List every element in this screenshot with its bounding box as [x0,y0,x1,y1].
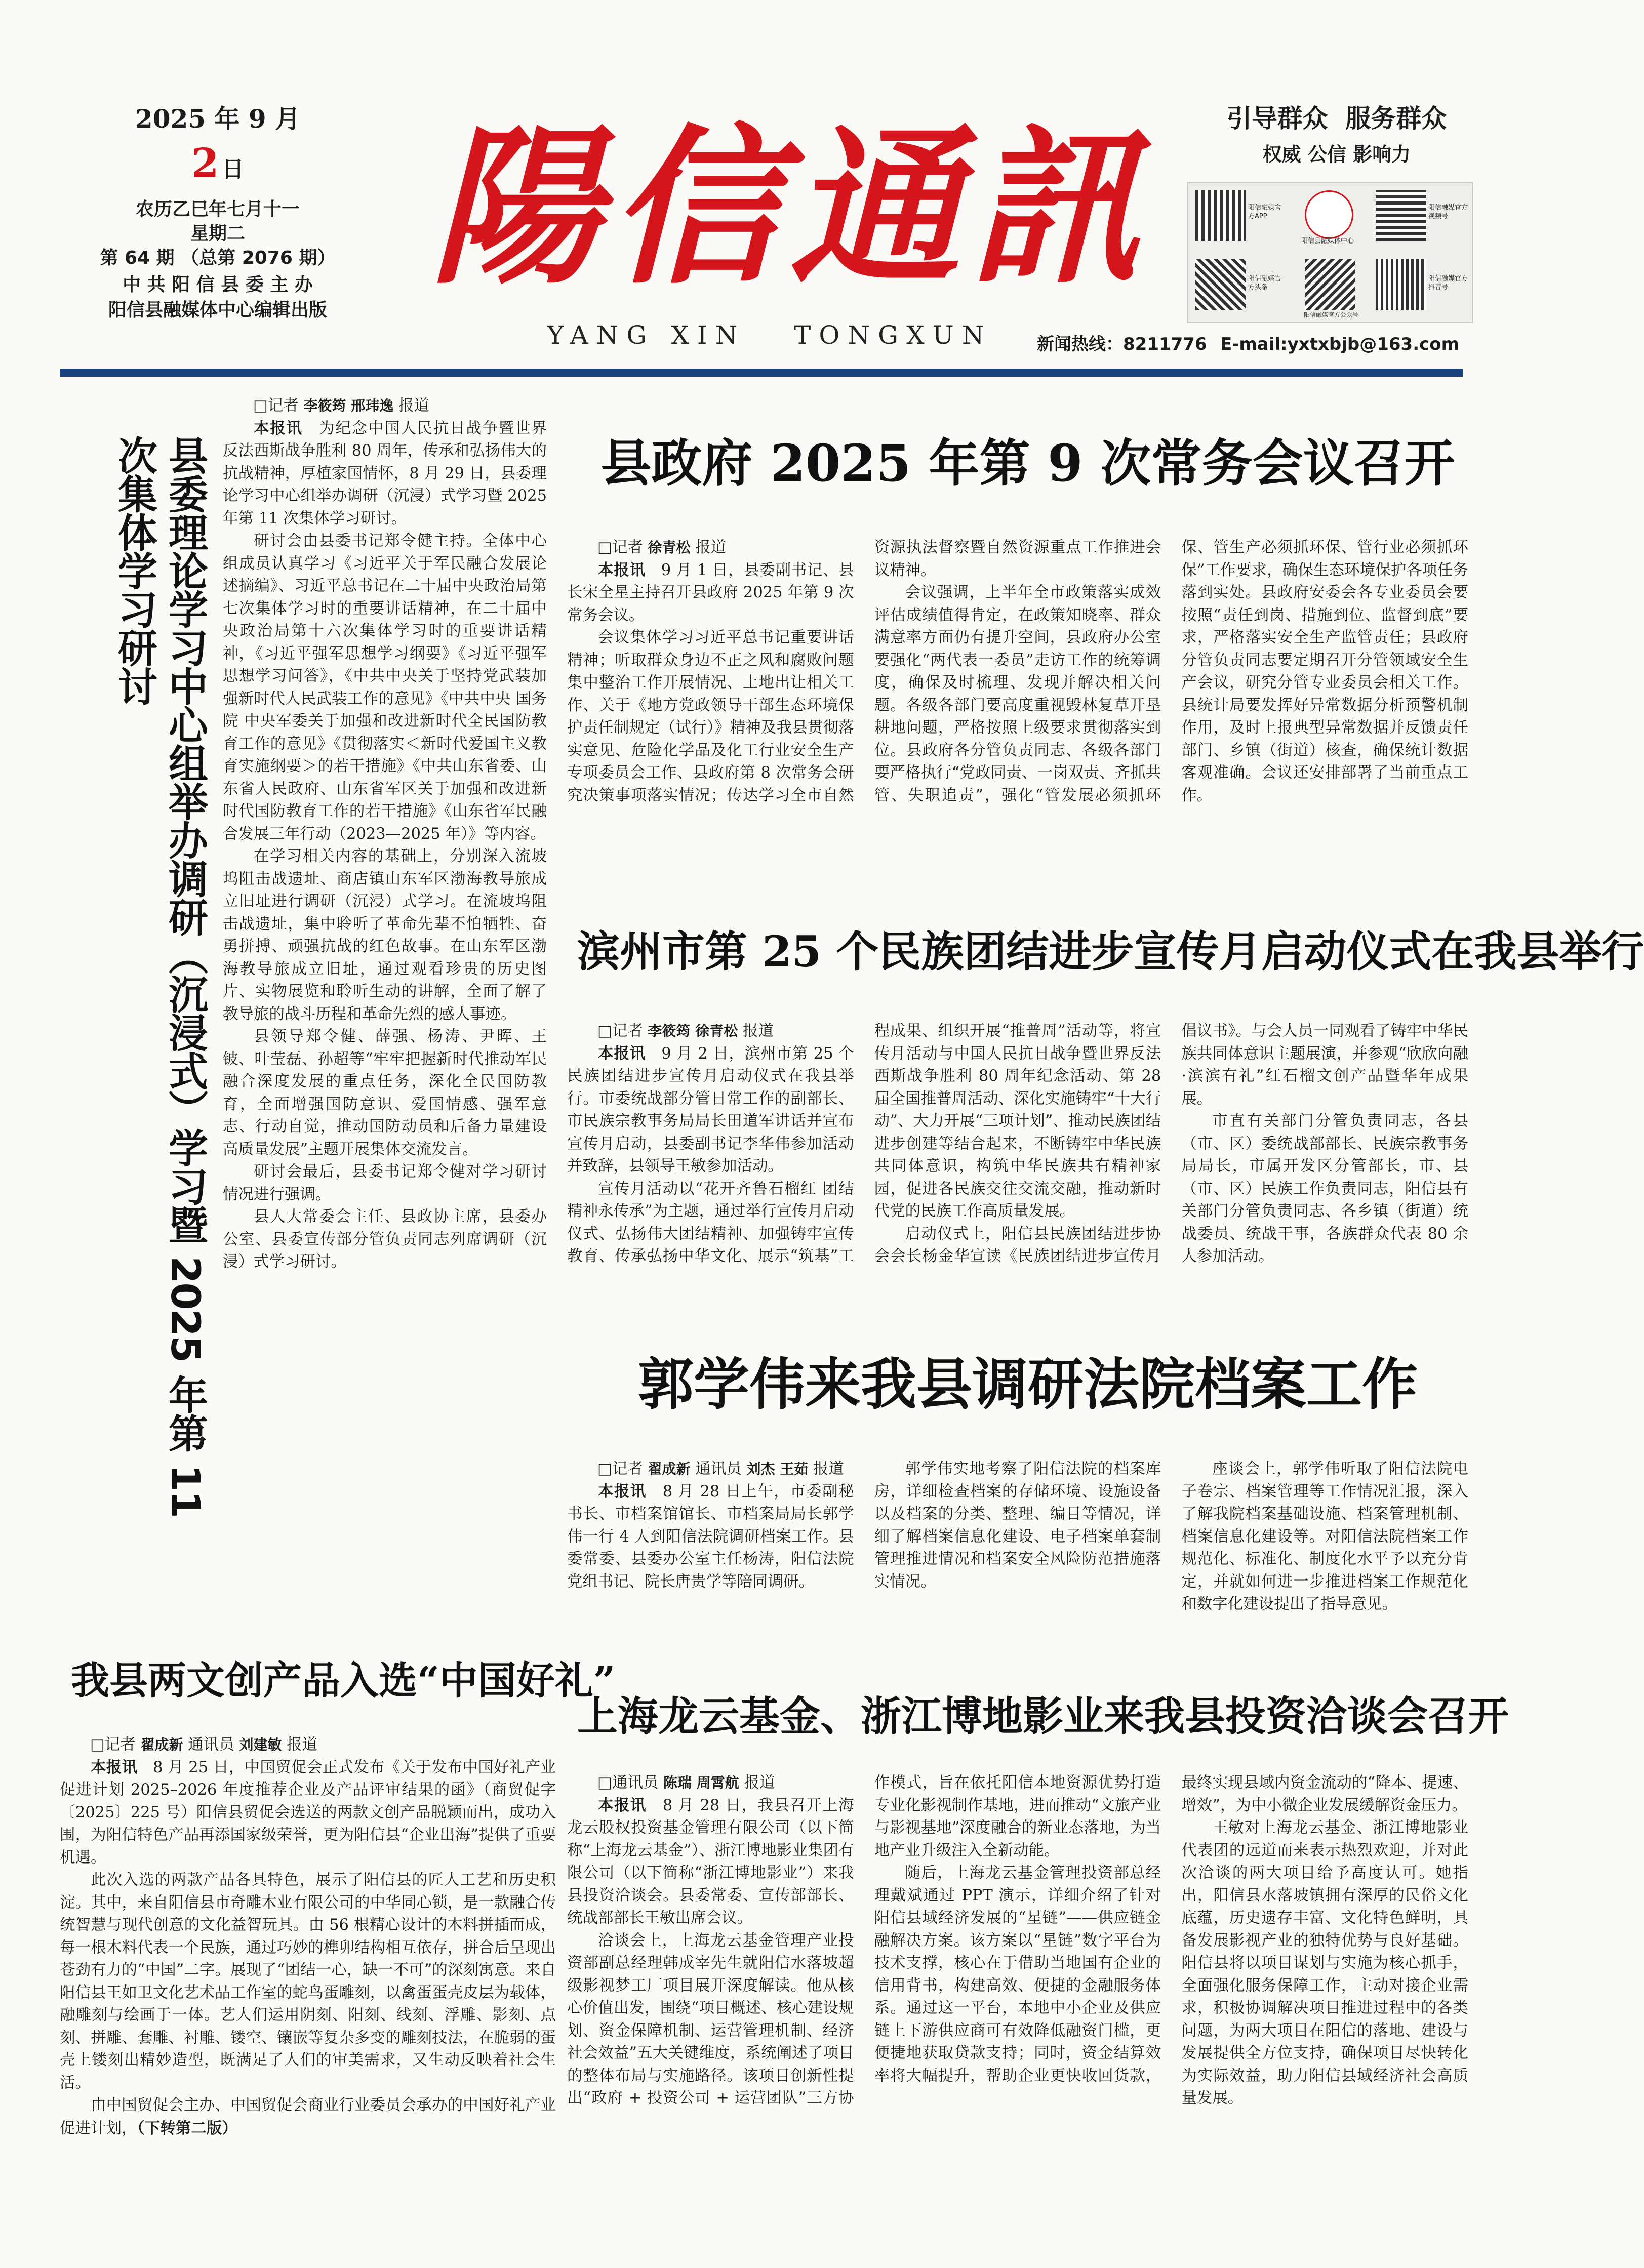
article-6-headline: 上海龙云基金、浙江博地影业来我县投资洽谈会召开 [577,1692,1509,1740]
article-3-para: 本报讯 9 月 2 日，滨州市第 25 个民族团结进步宣传月启动仪式在我县举行。市委统战部分管日常工作的副部长、市民族宗教事务局局长田道军讲话并宣布宣传月启动，县委副书记李华伟参加活动并致辞，县领导王敏参加活动。 [567,1044,854,1175]
article-4-para: 座谈会上，郭学伟听取了阳信法院电子卷宗、档案管理等工作情况汇报，深入了解我院档案基础设施、档案管理机制、档案信息化建设等。对阳信法院档案工作规范化、标准化、制度化水平予以充分肯定，并就如何进一步推进档案工作规范化和数字化建设提出了指导意见。 [1181,1460,1468,1613]
article-6-byline: □通讯员 陈瑞 周霄航 报道 [597,1774,775,1792]
qr-code-douyin[interactable] [1376,259,1426,310]
newspaper-title: 陽信通訊 [430,108,1149,307]
masthead-date-block [76,104,359,323]
article-2-para: 会议集体学习习近平总书记重要讲话精神；听取群众身边不正之风和腐败问题集中整治工作开展情况、土地出让相关工作、关于《地方党政领导干部生态环境保护责任制规定（试行）》精神及我县贯彻落实意见、危险化学品及化工行业安全生产专项委员会工作、县政府第 8 次常务会研究决策事项落实情况；传达学习全市自然资源执法督察暨自然资源重点工作推进会议精神。 [567,539,1161,804]
article-2-para: 会议强调，上半年全市政策落实成效评估成绩值得肯定，在政策知晓率、群众满意率方面仍有提升空间，县政府办公室要强化“两代表一委员”走访工作的统筹调度，确保及时梳理、发现并解决相关问题。各级各部门要高度重视毁林复草开垦耕地问题，严格按照上级要求贯彻落实到位。县政府各分管负责同志、各级各部门要严格执行“党政同责、一岗双责、齐抓共管、失职追责”，强化“管发展必须抓环保、管生产必须抓环保、管行业必须抓环保”工作要求，确保生态环境保护各项任务落到实处。县政府安委会各专业委员会要按照“责任到岗、措施到位、监督到底”要求，严格落实安全生产监管责任；县政府分管负责同志要定期召开分管领域安全生产会议，研究分管专业委员会相关工作。县统计局要发挥好异常数据分析预警机制作用，及时上报典型异常数据并反馈责任部门、乡镇（街道）核查，确保统计数据客观准确。会议还安排部署了当前重点工作。 [874,539,1468,804]
qr-code-app[interactable] [1195,190,1246,241]
qr-code-video[interactable] [1376,190,1426,241]
article-6-para: 洽谈会上，上海龙云基金管理产业投资部副总经理韩成宰先生就阳信水落坡超级影视梦工厂项目展开深度解读。他从核心价值出发，围绕“项目概述、核心建设规划、资金保障机制、运营管理机制、经济社会效益”五大关键维度，系统阐述了项目的整体布局与实施路径。该项目创新性提出“政府 + 投资公司 + 运营团队”三方协作模式，旨在依托阳信本地资源优势打造专业化影视制作基地，进而推动“文旅产业与影视基地”深度融合的新业态落地，为当地产业升级注入全新动能。 [567,1774,1161,2107]
article-1-para: 本报讯 为纪念中国人民抗日战争暨世界反法西斯战争胜利 80 周年，传承和弘扬伟大的抗战精神，厚植家国情怀，8 月 29 日，县委理论学习中心组举办调研（沉浸）式学习暨 2025 年第 11 次集体学习研讨。 [223,419,547,528]
article-3-para: 启动仪式上，阳信县民族团结进步协会会长杨金华宣读《民族团结进步宣传月倡议书》。与会人员一同观看了铸牢中华民族共同体意识主题展演，并参观“欣欣向融·滨滨有礼”红石榴文创产品暨华年成果展。 [874,1022,1468,1265]
qr-label-app: 阳信融媒官方APP [1248,204,1281,220]
article-1-para: 县人大常委会主任、县政协主席，县委办公室、县委宣传部分管负责同志列席调研（沉浸）式学习研讨。 [223,1208,547,1271]
article-3-headline: 滨州市第 25 个民族团结进步宣传月启动仪式在我县举行 [577,926,1644,977]
article-5-para: 由中国贸促会主办、中国贸促会商业行业委员会承办的中国好礼产业促进计划，（下转第二版） [60,2096,556,2137]
article-2-headline: 县政府 2025 年第 9 次常务会议召开 [600,433,1455,493]
date-day-row [76,140,359,194]
article-4-para: 本报讯 8 月 28 日上午，市委副秘书长、市档案馆馆长、市档案局局长郭学伟一行 4 人到阳信法院调研档案工作。县委常委、县委办公室主任杨涛，阳信法院党组书记、院长唐贵学等陪同调研。 [567,1482,854,1591]
continued-note[interactable]: （下转第二版） [137,2119,237,2137]
article-2-body [567,537,1468,876]
article-3-para: 宣传月活动以“花开齐鲁石榴红 团结精神永传承”为主题，通过举行宣传月启动仪式、弘扬伟大团结精神、加强铸牢宣传教育、传承弘扬中华文化、展示“筑基”工程成果、组织开展“推普周”活动等，将宣传月活动与中国人民抗日战争暨世界反法西斯战争胜利 80 周年纪念活动、第 28 届全国推普周活动、深化实施铸牢“十大行动”、大力开展“三项计划”、推动民族团结进步创建等结合起来，不断铸牢中华民族共同体意识，构筑中华民族共有精神家园，促进各民族交往交流交融，推动新时代党的民族工作高质量发展。 [567,1022,1161,1265]
lunar-date: 农历乙巳年七月十一 [135,199,300,220]
newspaper-title-pinyin: YANG XIN TONGXUN [547,320,992,350]
article-4-para: 郭学伟实地考察了阳信法院的档案库房，详细检查档案的存储环境、设施设备以及档案的分类、整理、编目等情况，详细了解档案信息化建设、电子档案单套制管理推进情况和档案安全风险防范措施落实情况。 [874,1460,1161,1591]
article-1-byline: □记者 李筱筠 邢玮逸 报道 [253,397,429,415]
qr-label-douyin: 阳信融媒官方抖音号 [1428,275,1468,291]
issue-number: 第 64 期 （总第 2076 期） [100,248,336,268]
article-1-para: 研讨会由县委书记郑令健主持。全体中心组成员认真学习《习近平关于军民融合发展论述摘编》、习近平总书记在二十届中央政治局第七次集体学习时的重要讲话精神，在二十届中央政治局第十六次集体学习时的重要讲话精神，《习近平强军思想学习纲要》《习近平强军思想学习问答》，《中共中央关于坚持党武装加强新时代人民武装工作的意见》《中共中央 国务院 中央军委关于加强和改进新时代全民国防教育工作的意见》《贯彻落实＜新时代爱国主义教育实施纲要＞的若干措施》《中共山东省委、山东省人民政府、山东省军区关于加强和改进新时代国防教育工作的若干措施》《山东省军民融合发展三年行动（2023—2025 年）》等内容。 [223,532,547,843]
article-3-byline: □记者 李筱筠 徐青松 报道 [597,1022,774,1040]
article-4-headline: 郭学伟来我县调研法院档案工作 [638,1352,1418,1417]
slogan: 引导群众 服务群众 [1226,104,1447,133]
date-line: 2025 年 9 月 [135,104,301,134]
qr-code-panel [1187,182,1473,323]
publisher-line-2: 阳信县融媒体中心编辑出版 [108,300,327,320]
news-hotline: 新闻热线：8211776 [1037,334,1207,354]
article-5-body [60,1734,556,2220]
article-1-headline: 县委理论学习中心组举办调研（沉浸式）学习暨 2025 年第 11 次集体学习研讨 [111,435,208,1518]
article-4-body [567,1458,1468,1660]
publisher-line-1: 中 共 阳 信 县 委 主 办 [123,274,313,295]
qr-code-toutiao[interactable] [1195,259,1246,310]
article-5-para: 本报讯 8 月 25 日，中国贸促会正式发布《关于发布中国好礼产业促进计划 2025–2026 年度推荐企业及产品评审结果的函》（商贸促字〔2025〕225 号）阳信县贸促会选送的两款文创产品脱颖而出，成功入围，为阳信特色产品再添国家级荣誉，更为阳信县“企业出海”提供了重要机遇。 [60,1758,556,1867]
article-6-body [567,1772,1468,2228]
date-day: 2 [191,140,219,186]
weekday: 星期二 [190,223,245,244]
qr-code-wechat[interactable] [1305,259,1355,310]
article-5-headline: 我县两文创产品入选“中国好礼” [71,1658,616,1703]
article-2-byline: □记者 徐青松 报道 [597,539,727,556]
qr-label-wechat: 阳信融媒官方公众号 [1303,311,1358,318]
article-6-para: 本报讯 8 月 28 日，我县召开上海龙云股权投资基金管理有限公司（以下简称“上海龙云基金”）、浙江博地影业集团有限公司（以下简称“浙江博地影业”）来我县投资洽谈会。县委常委、宣传部部长、统战部部长王敏出席会议。 [567,1796,854,1927]
article-4-byline: □记者 翟成新 通讯员 刘杰 王茹 报道 [597,1460,844,1478]
media-center-logo [1305,190,1353,239]
masthead-rule [60,369,1463,377]
contact-email: E-mail:yxtxbjb@163.com [1220,334,1460,354]
slogan-sub: 权威 公信 影响力 [1262,143,1411,166]
article-3-body [567,1020,1468,1314]
article-1-para: 县领导郑令健、薛强、杨涛、尹晖、王铍、叶莹磊、孙超等“牢牢把握新时代推动军民融合深度发展的重点任务，深化全民国防教育，全面增强国防意识、爱国情感、强军意志、行动自觉，推动国防动员和后备力量建设高质量发展”主题开展集体交流发言。 [223,1028,547,1158]
article-3-para: 市直有关部门分管负责同志，各县（市、区）委统战部部长、民族宗教事务局局长，市属开发区分管部长，市、县（市、区）民族工作负责同志，阳信县有关部门分管负责同志、各乡镇（街道）统战委员、统战干事，各族群众代表 80 余人参加活动。 [1181,1112,1468,1265]
article-1-para: 在学习相关内容的基础上，分别深入流坡坞阻击战遗址、商店镇山东军区渤海教导旅成立旧址进行调研（沉浸）式学习。在流坡坞阻击战遗址，集中聆听了革命先辈不怕牺牲、奋勇拼搏、顽强抗战的红色故事。在山东军区渤海教导旅成立旧址，通过观看珍贵的历史图片、实物展览和聆听生动的讲解，全面了解了教导旅的战斗历程和革命先烈的感人事迹。 [223,847,547,1023]
article-1-para: 研讨会最后，县委书记郑令健对学习研讨情况进行强调。 [223,1163,547,1203]
article-5-byline: □记者 翟成新 通讯员 刘建敏 报道 [90,1736,318,1754]
article-6-para: 王敏对上海龙云基金、浙江博地影业代表团的远道而来表示热烈欢迎，并对此次洽谈的两大项目给予高度认可。她指出，阳信县水落坡镇拥有深厚的民俗文化底蕴，历史遗存丰富、文化特色鲜明，具备发展影视产业的独特优势与良好基础。阳信县将以项目谋划与实施为核心抓手，全面强化服务保障工作，主动对接企业需求，积极协调解决项目推进过程中的各类问题，为两大项目在阳信的落地、建设与发展提供全方位支持，确保项目尽快转化为实际效益，助力阳信县域经济社会高质量发展。 [1181,1819,1468,2107]
qr-label-toutiao: 阳信融媒官方头条 [1248,275,1281,291]
article-2-para: 本报讯 9 月 1 日，县委副书记、县长宋全星主持召开县政府 2025 年第 9 次常务会议。 [567,561,854,624]
article-5-para: 此次入选的两款产品各具特色，展示了阳信县的匠人工艺和历史积淀。其中，来自阳信县市奇雕木业有限公司的中华同心锁，是一款融合传统智慧与现代创意的文化益智玩具。由 56 根精心设计的木料拼插而成，每一根木料代表一个民族，通过巧妙的榫卯结构相互依存，拼合后呈现出苍劲有力的“中国”二字。展现了“团结一心，缺一不可”的深刻寓意。来自阳信县王如卫文化艺术品工作室的蛇鸟蛋雕刻，以禽蛋蛋壳皮层为载体，融雕刻与绘画于一体。艺人们运用阴刻、阳刻、线刻、浮雕、影刻、点刻、拼雕、套雕、衬雕、镂空、镶嵌等复杂多变的雕刻技法，在脆弱的蛋壳上镂刻出精妙造型，既满足了人们的审美需求，又生动反映着社会生活。 [60,1871,556,2092]
qr-label-video: 阳信融媒官方视频号 [1428,204,1468,220]
date-day-suffix: 日 [221,156,244,182]
qr-label-center: 阳信县融媒体中心 [1301,237,1354,245]
article-1-body [223,395,547,1580]
article-6-para: 随后，上海龙云基金管理投资部总经理戴斌通过 PPT 演示，详细介绍了针对阳信县域经济发展的“星链”——供应链金融解决方案。该方案以“星链”数字平台为技术支撑，核心在于借助当地国有企业的信用背书，构建高效、便捷的金融服务体系。通过这一平台，本地中小企业及供应链上下游供应商可有效降低融资门槛，更便捷地获取贷款支持；同时，资金结算效率将大幅提升，帮助企业更快收回货款，最终实现县域内资金流动的“降本、提速、增效”，为中小微企业发展缓解资金压力。 [874,1774,1468,2085]
